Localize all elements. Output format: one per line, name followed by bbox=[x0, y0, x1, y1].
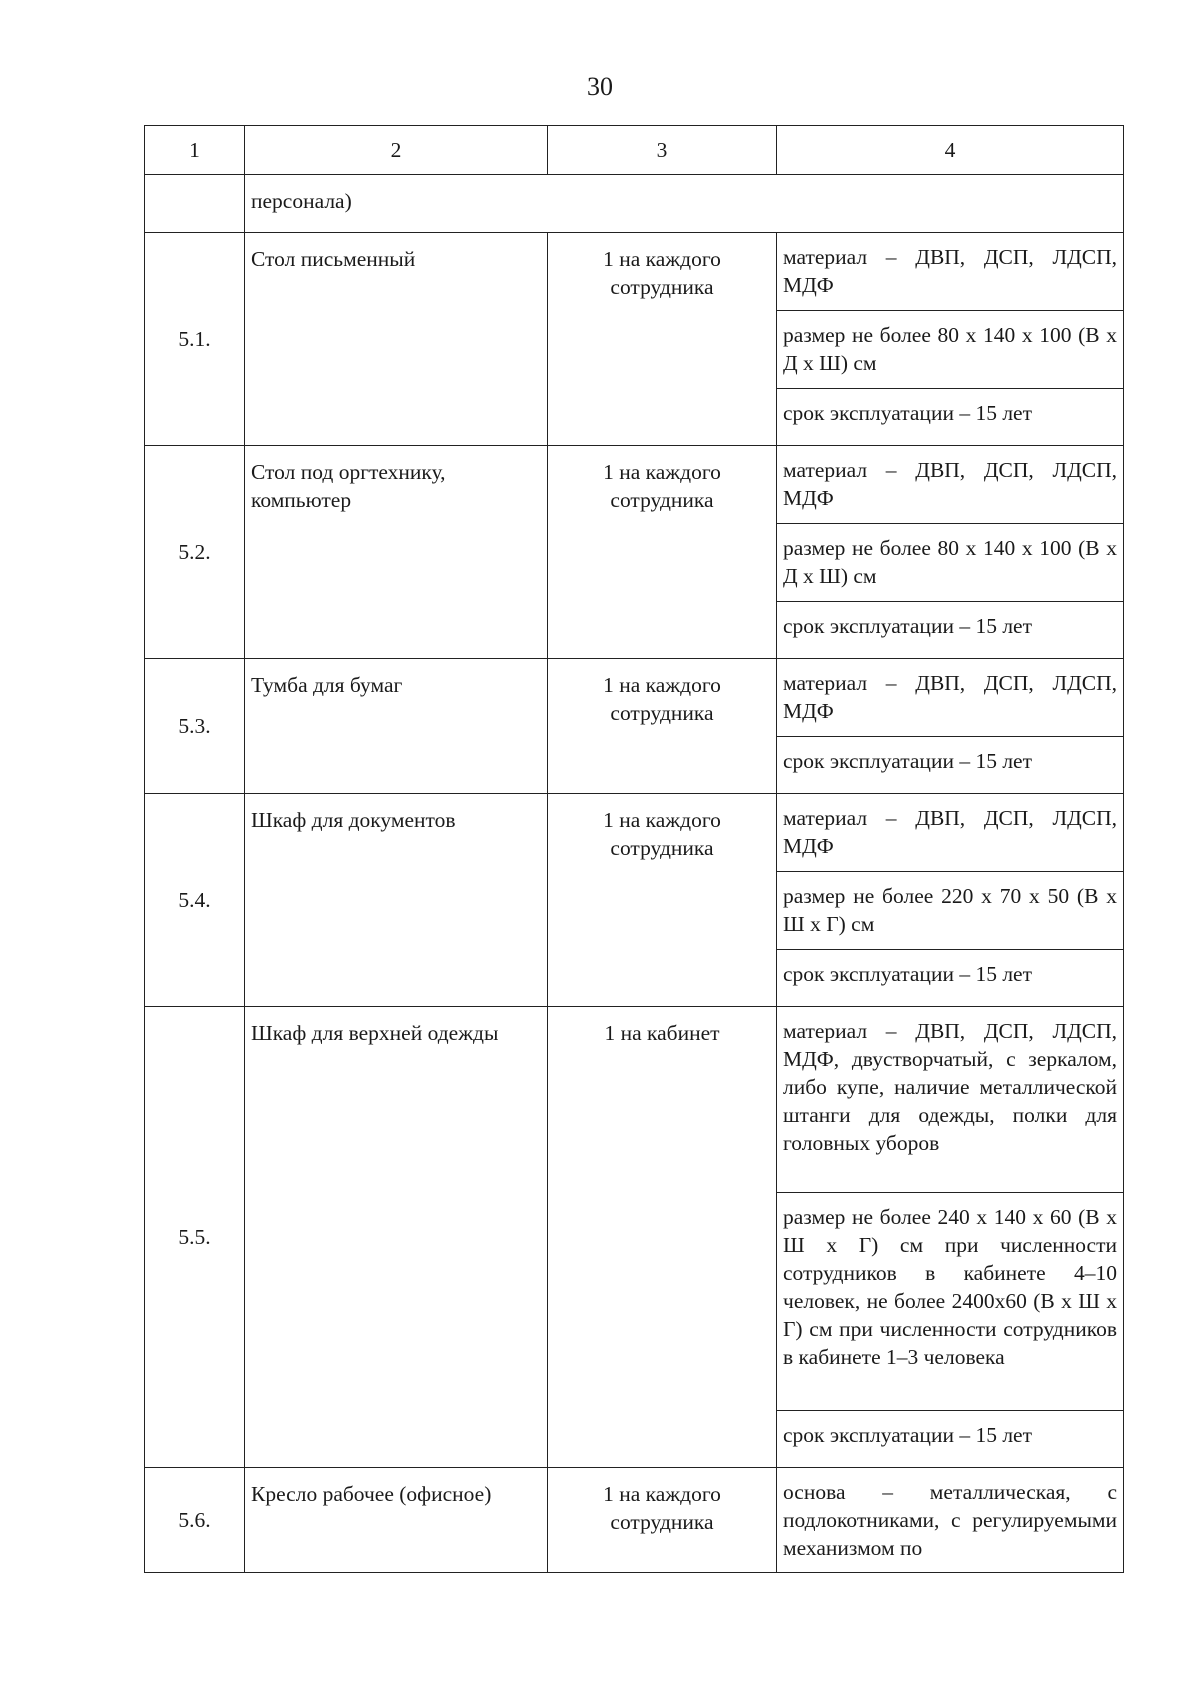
empty-cell bbox=[145, 175, 245, 233]
item-quantity: 1 на каждого сотрудника bbox=[548, 233, 777, 446]
item-spec: материал – ДВП, ДСП, ЛДСП, МДФ bbox=[777, 446, 1124, 524]
equipment-table bbox=[144, 125, 1124, 1573]
continuation-text: персонала) bbox=[245, 175, 1124, 233]
item-spec: материал – ДВП, ДСП, ЛДСП, МДФ bbox=[777, 659, 1124, 737]
column-number: 3 bbox=[548, 126, 777, 175]
column-number: 4 bbox=[777, 126, 1124, 175]
item-name: Шкаф для верхней одежды bbox=[245, 1007, 548, 1468]
column-number: 2 bbox=[245, 126, 548, 175]
item-name: Кресло рабочее (офисное) bbox=[245, 1468, 548, 1573]
page-number: 30 bbox=[587, 72, 613, 101]
item-spec: срок эксплуатации – 15 лет bbox=[777, 737, 1124, 794]
item-quantity: 1 на каждого сотрудника bbox=[548, 659, 777, 794]
item-spec: размер не более 220 х 70 х 50 (В х Ш х Г) см bbox=[777, 872, 1124, 950]
item-spec: основа – металлическая, с подлокотниками, с регулируемыми механизмом по bbox=[777, 1468, 1124, 1573]
row-number: 5.6. bbox=[145, 1468, 245, 1573]
item-spec: срок эксплуатации – 15 лет bbox=[777, 950, 1124, 1007]
item-name: Стол письменный bbox=[245, 233, 548, 446]
item-quantity: 1 на каждого сотрудника bbox=[548, 446, 777, 659]
table-row bbox=[145, 233, 1124, 311]
item-name: Шкаф для документов bbox=[245, 794, 548, 1007]
row-number: 5.2. bbox=[145, 446, 245, 659]
item-spec: материал – ДВП, ДСП, ЛДСП, МДФ bbox=[777, 794, 1124, 872]
item-spec: размер не более 240 х 140 х 60 (В х Ш х Г) см при численности сотрудников в кабинете 4–10 человек, не более 2400х60 (В х Ш х Г) см при численности сотрудников в кабинете 1–3 человека bbox=[777, 1193, 1124, 1411]
table-row bbox=[145, 1007, 1124, 1193]
table-row bbox=[145, 446, 1124, 524]
table-row bbox=[145, 794, 1124, 872]
item-name: Стол под оргтехнику, компьютер bbox=[245, 446, 548, 659]
item-spec: срок эксплуатации – 15 лет bbox=[777, 1411, 1124, 1468]
item-name: Тумба для бумаг bbox=[245, 659, 548, 794]
item-spec: материал – ДВП, ДСП, ЛДСП, МДФ, двустворчатый, с зеркалом, либо купе, наличие металлической штанги для одежды, полки для головных уборов bbox=[777, 1007, 1124, 1193]
item-quantity: 1 на каждого сотрудника bbox=[548, 794, 777, 1007]
continuation-row bbox=[145, 175, 1124, 233]
column-number: 1 bbox=[145, 126, 245, 175]
item-spec: размер не более 80 х 140 х 100 (В х Д х Ш) см bbox=[777, 311, 1124, 389]
item-spec: размер не более 80 х 140 х 100 (В х Д х Ш) см bbox=[777, 524, 1124, 602]
column-number-row bbox=[145, 126, 1124, 175]
item-spec: материал – ДВП, ДСП, ЛДСП, МДФ bbox=[777, 233, 1124, 311]
table-row bbox=[145, 659, 1124, 737]
table-row bbox=[145, 1468, 1124, 1573]
row-number: 5.4. bbox=[145, 794, 245, 1007]
row-number: 5.1. bbox=[145, 233, 245, 446]
item-quantity: 1 на кабинет bbox=[548, 1007, 777, 1468]
item-quantity: 1 на каждого сотрудника bbox=[548, 1468, 777, 1573]
row-number: 5.5. bbox=[145, 1007, 245, 1468]
item-spec: срок эксплуатации – 15 лет bbox=[777, 389, 1124, 446]
item-spec: срок эксплуатации – 15 лет bbox=[777, 602, 1124, 659]
row-number: 5.3. bbox=[145, 659, 245, 794]
